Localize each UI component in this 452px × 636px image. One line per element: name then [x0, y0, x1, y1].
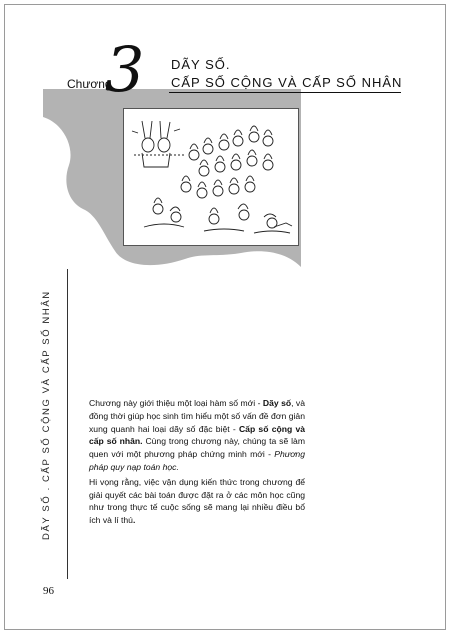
term-progressions: Cấp số cộng và cấp số nhân. — [89, 423, 306, 447]
title-underline — [169, 92, 401, 93]
term-induction: Phương pháp quy nạp toán học. — [89, 449, 305, 472]
term-sequence: Dãy số — [262, 398, 292, 408]
chapter-title-line2: CẤP SỐ CỘNG VÀ CẤP SỐ NHÂN — [171, 75, 403, 90]
chapter-label: Chương — [67, 77, 112, 91]
chapter-title-line1: DÃY SỐ. — [171, 57, 231, 72]
intro-paragraph-2 — [89, 476, 305, 527]
chapter-intro — [89, 397, 305, 529]
book-page — [4, 4, 446, 630]
margin-rule — [67, 269, 68, 579]
intro-text: , và đồng thời giúp học sinh tìm hiểu một số vấn đề đơn giản xung quanh hai loại dãy số đặc biệt - — [89, 398, 305, 434]
rabbit-illustration — [123, 108, 299, 246]
rabbit-pair-drawing — [132, 121, 184, 167]
chapter-number: 3 — [105, 33, 145, 106]
intro-text: Cùng trong chương này, chúng ta sẽ làm quen với một phương pháp chứng minh mới - — [89, 436, 305, 460]
intro-text: Hi vọng rằng, việc vận dụng kiến thức trong chương để giải quyết các bài toán được đặt ra ở các môn học cũng như trong thực tế cuộc sống sẽ mang lại nhiều điều bổ ích và lí thú — [89, 476, 305, 526]
intro-text: Chương này giới thiệu một loại hàm số mới - — [89, 398, 263, 408]
page-number: 96 — [43, 585, 54, 597]
intro-period: . — [132, 515, 136, 526]
intro-paragraph-1 — [89, 397, 305, 474]
running-chapter-title: DÃY SỐ . CẤP SỐ CỘNG VÀ CẤP SỐ NHÂN — [41, 290, 52, 540]
